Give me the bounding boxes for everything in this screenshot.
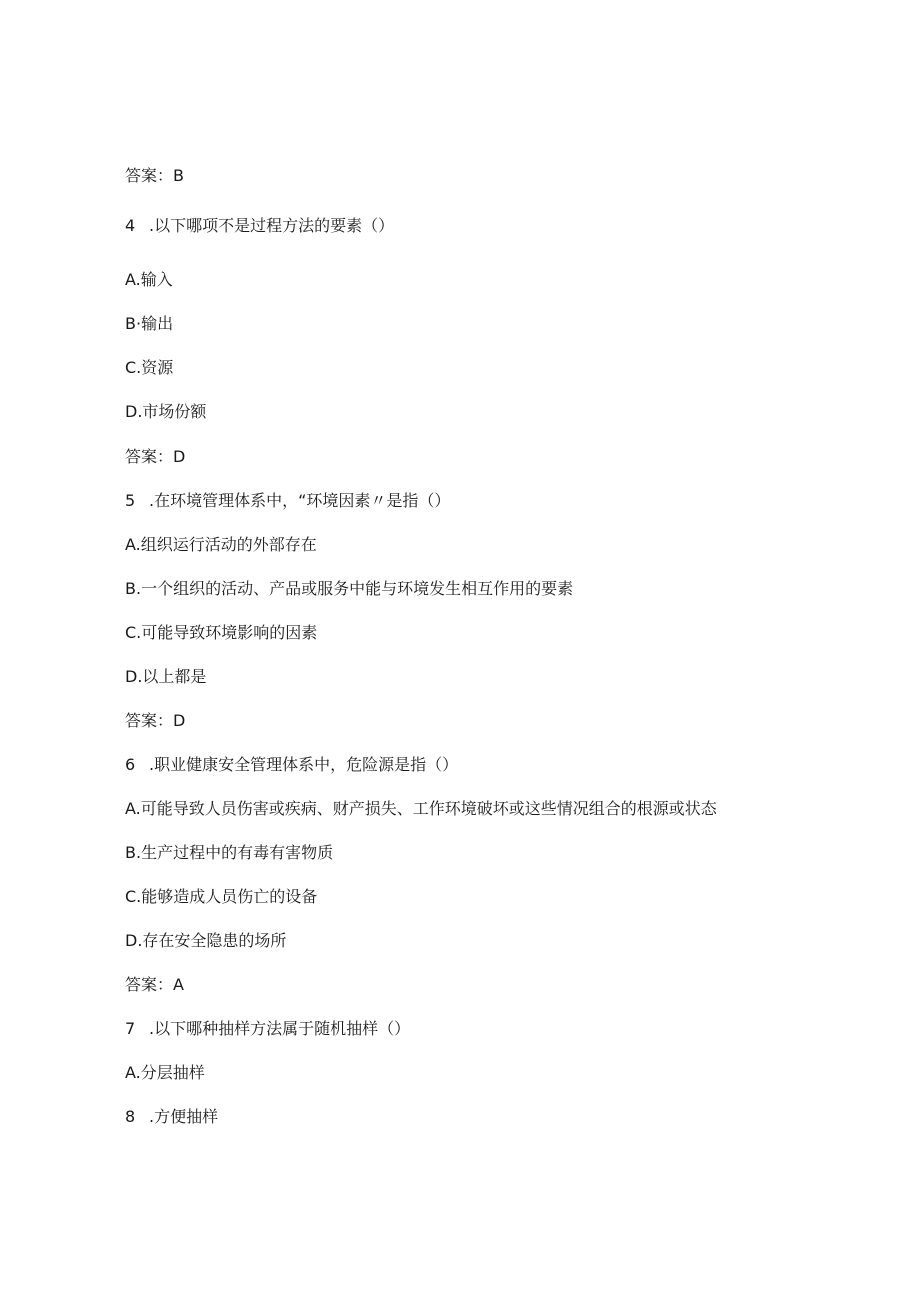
question-number: 4 bbox=[125, 216, 136, 235]
question-text: .以下哪项不是过程方法的要素（） bbox=[149, 216, 395, 235]
option-line: B.生产过程中的有毒有害物质 bbox=[125, 843, 334, 862]
option-line: B.一个组织的活动、产品或服务中能与环境发生相互作用的要素 bbox=[125, 579, 574, 598]
option-line: A.分层抽样 bbox=[125, 1063, 205, 1082]
option-line: D.存在安全隐患的场所 bbox=[125, 931, 287, 950]
option-line: C.可能导致环境影响的因素 bbox=[125, 623, 318, 642]
question-number: 8 bbox=[125, 1107, 136, 1126]
option-line: A.输入 bbox=[125, 270, 173, 289]
question-text: .在环境管理体系中，“环境因素〃是指（） bbox=[149, 491, 451, 510]
question-number: 6 bbox=[125, 755, 136, 774]
option-line: B·输出 bbox=[125, 314, 174, 333]
option-line: C.能够造成人员伤亡的设备 bbox=[125, 887, 318, 906]
question-line bbox=[125, 755, 458, 775]
question-line bbox=[125, 491, 450, 511]
question-text: .以下哪种抽样方法属于随机抽样（） bbox=[149, 1019, 411, 1038]
option-line: C.资源 bbox=[125, 358, 174, 377]
answer-line: 答案：B bbox=[125, 166, 184, 185]
question-text: .方便抽样 bbox=[149, 1107, 219, 1126]
answer-line: 答案：D bbox=[125, 711, 186, 730]
option-line: A.可能导致人员伤害或疾病、财产损失、工作环境破坏或这些情况组合的根源或状态 bbox=[125, 799, 717, 818]
question-text: .职业健康安全管理体系中，危险源是指（） bbox=[149, 755, 459, 774]
question-line bbox=[125, 1019, 410, 1039]
option-line: D.市场份额 bbox=[125, 402, 207, 421]
option-line: A.组织运行活动的外部存在 bbox=[125, 535, 317, 554]
question-line bbox=[125, 216, 394, 236]
question-line bbox=[125, 1107, 218, 1127]
option-line: D.以上都是 bbox=[125, 667, 207, 686]
answer-line: 答案：D bbox=[125, 447, 186, 466]
question-number: 7 bbox=[125, 1019, 136, 1038]
question-number: 5 bbox=[125, 491, 136, 510]
answer-line: 答案：A bbox=[125, 975, 184, 994]
